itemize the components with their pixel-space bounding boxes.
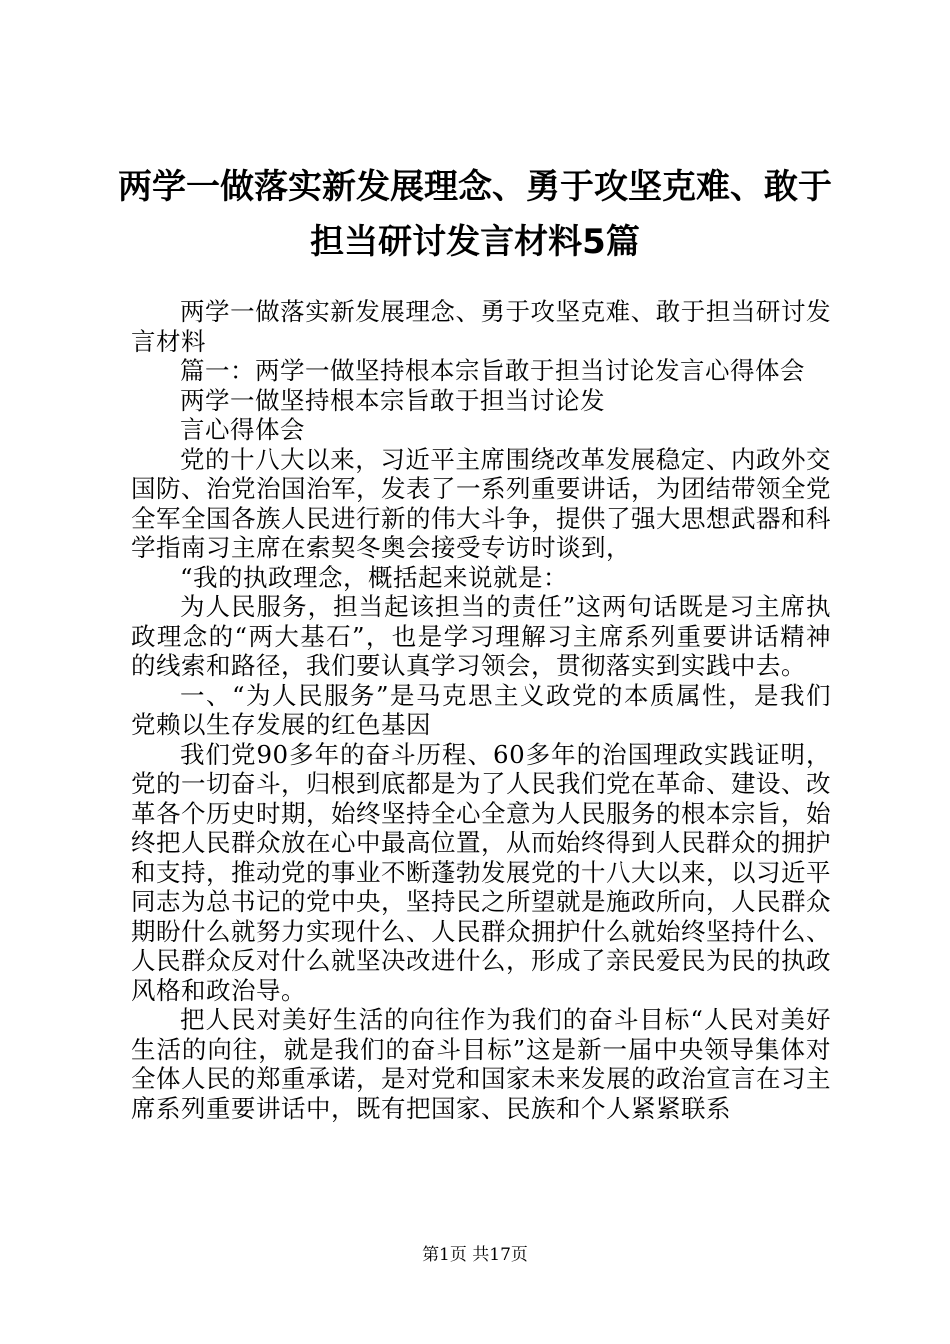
- paragraph: 篇一：两学一做坚持根本宗旨敢于担当讨论发言心得体会: [180, 356, 805, 385]
- document-body: [131, 297, 831, 1123]
- paragraph: 一、“为人民服务”是马克思主义政党的本质属性，是我们党赖以生存发展的红色基因: [131, 680, 831, 739]
- paragraph: 为人民服务，担当起该担当的责任”这两句话既是习主席执政理念的“两大基石”，也是学习理解习主席系列重要讲话精神的线索和路径，我们要认真学习领会，贯彻落实到实践中去。: [131, 592, 831, 680]
- paragraph: 两学一做落实新发展理念、勇于攻坚克难、敢于担当研讨发言材料: [131, 297, 831, 356]
- paragraph: “我的执政理念，概括起来说就是：: [180, 562, 569, 592]
- page-number-footer: 第1页 共17页: [422, 1245, 528, 1265]
- paragraph: 两学一做坚持根本宗旨敢于担当讨论发: [180, 385, 605, 415]
- paragraph: 党的十八大以来，习近平主席围绕改革发展稳定、内政外交国防、治党治国治军，发表了一系列重要讲话，为团结带领全党全军全国各族人民进行新的伟大斗争，提供了强大思想武器和科学指南习主席在索契冬奥会接受专访时谈到，: [131, 444, 831, 562]
- paragraph: 把人民对美好生活的向往作为我们的奋斗目标“人民对美好生活的向往，就是我们的奋斗目标”这是新一届中央领导集体对全体人民的郑重承诺，是对党和国家未来发展的政治宣言在习主席系列重要讲话中，既有把国家、民族和个人紧紧联系: [131, 1005, 831, 1123]
- paragraph: 我们党90多年的奋斗历程、60多年的治国理政实践证明，党的一切奋斗，归根到底都是为了人民我们党在革命、建设、改革各个历史时期，始终坚持全心全意为人民服务的根本宗旨，始终把人民群众放在心中最高位置，从而始终得到人民群众的拥护和支持，推动党的事业不断蓬勃发展党的十八大以来，以习近平同志为总书记的党中央，坚持民之所望就是施政所向，人民群众期盼什么就努力实现什么、人民群众拥护什么就始终坚持什么、人民群众反对什么就坚决改进什么，形成了亲民爱民为民的执政风格和政治导。: [131, 739, 831, 1005]
- paragraph: 言心得体会: [180, 415, 305, 444]
- document-title: 两学一做落实新发展理念、勇于攻坚克难、敢于担当研讨发言材料5篇: [118, 167, 832, 262]
